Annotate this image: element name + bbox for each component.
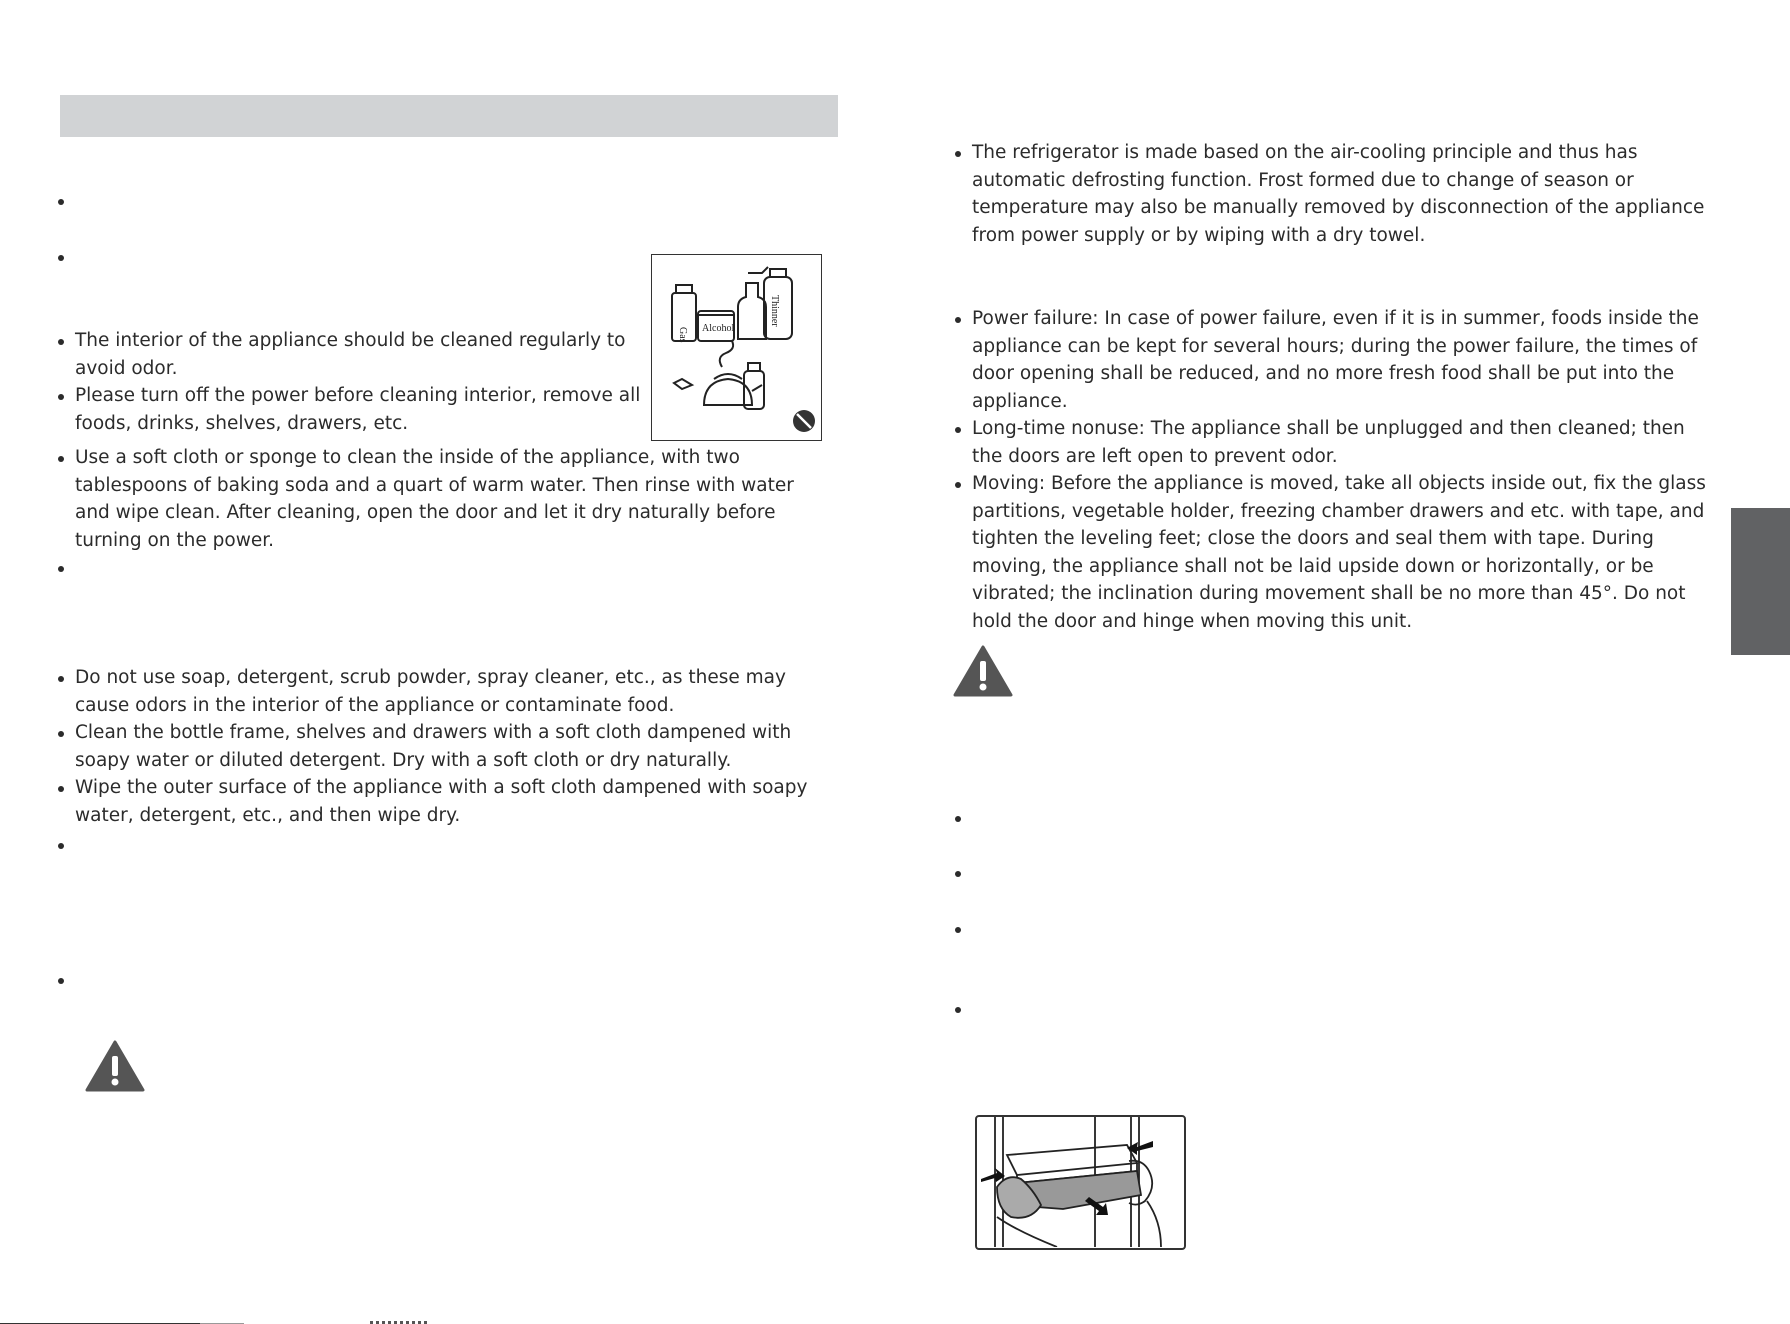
list-item: Use a soft cloth or sponge to clean the inside of the appliance, with two tablespoons of baking soda and a quart of warm water. Then rinse with water and wipe clean. After cleaning, open the door and let it dry naturally before turning on the power. — [58, 444, 828, 554]
list-item: The interior of the appliance should be cleaned regularly to avoid odor. — [58, 327, 648, 382]
no-chemical-cleaners-illustration — [652, 255, 820, 439]
bullet-marker — [955, 871, 961, 877]
bullet-marker — [58, 199, 64, 205]
bullet-marker — [955, 927, 961, 933]
list-item: Do not use soap, detergent, scrub powder, spray cleaner, etc., as these may cause odors in the interior of the appliance or contaminate food. — [58, 664, 828, 719]
bullet-marker — [58, 255, 64, 261]
cleaning-list-bottom — [58, 444, 828, 554]
bullet-marker — [58, 978, 64, 984]
defrosting-list — [955, 139, 1720, 249]
thinner-label: Thinner — [769, 295, 780, 327]
cleaning-list-top — [58, 327, 648, 437]
right-page — [895, 0, 1790, 1324]
warning-triangle-icon — [953, 645, 1013, 697]
list-item: Power failure: In case of power failure, even if it is in summer, foods inside the appliance can be kept for several hours; during the power failure, the times of door opening shall be reduced, and no more fresh food shall be put into the appliance. — [955, 305, 1720, 415]
remove-shelf-figure — [975, 1115, 1186, 1250]
alcohol-label: Alcohol — [702, 323, 735, 334]
list-item: The refrigerator is made based on the air-cooling principle and thus has automatic defrosting function. Frost formed due to change of season or temperature may also be manually removed by disconnection of the appliance from power supply or by wiping with a dry towel. — [955, 139, 1720, 249]
list-item: Please turn off the power before cleaning interior, remove all foods, drinks, shelves, drawers, etc. — [58, 382, 648, 437]
bullet-marker — [955, 816, 961, 822]
prohibited-icon — [793, 410, 815, 432]
warning-triangle-icon — [85, 1040, 145, 1092]
bullet-marker — [955, 1007, 961, 1013]
list-item: Clean the bottle frame, shelves and drawers with a soft cloth dampened with soapy water or diluted detergent. Dry with a soft cloth or dry naturally. — [58, 719, 828, 774]
remove-shelf-illustration — [977, 1117, 1183, 1247]
no-chemical-cleaners-figure — [651, 254, 822, 441]
list-item: Moving: Before the appliance is moved, take all objects inside out, fix the glass partitions, vegetable holder, freezing chamber drawers and etc. with tape, and tighten the leveling feet; close the doors and seal them with tape. During moving, the appliance shall not be laid upside down or horizontally, or be vibrated; the inclination during movement shall be no more than 45°. Do not hold the door and hinge when moving this unit. — [955, 470, 1720, 635]
list-item: Wipe the outer surface of the appliance with a soft cloth dampened with soapy water, detergent, etc., and then wipe dry. — [58, 774, 828, 829]
section-header-bar — [60, 95, 838, 137]
nonuse-list — [955, 305, 1720, 635]
gas-label: Gas — [677, 327, 688, 343]
bullet-marker — [58, 843, 64, 849]
chapter-side-tab — [1731, 508, 1790, 655]
cleaning-products-list — [58, 664, 828, 829]
list-item: Long-time nonuse: The appliance shall be unplugged and then cleaned; then the doors are left open to prevent odor. — [955, 415, 1720, 470]
bullet-marker — [58, 566, 64, 572]
